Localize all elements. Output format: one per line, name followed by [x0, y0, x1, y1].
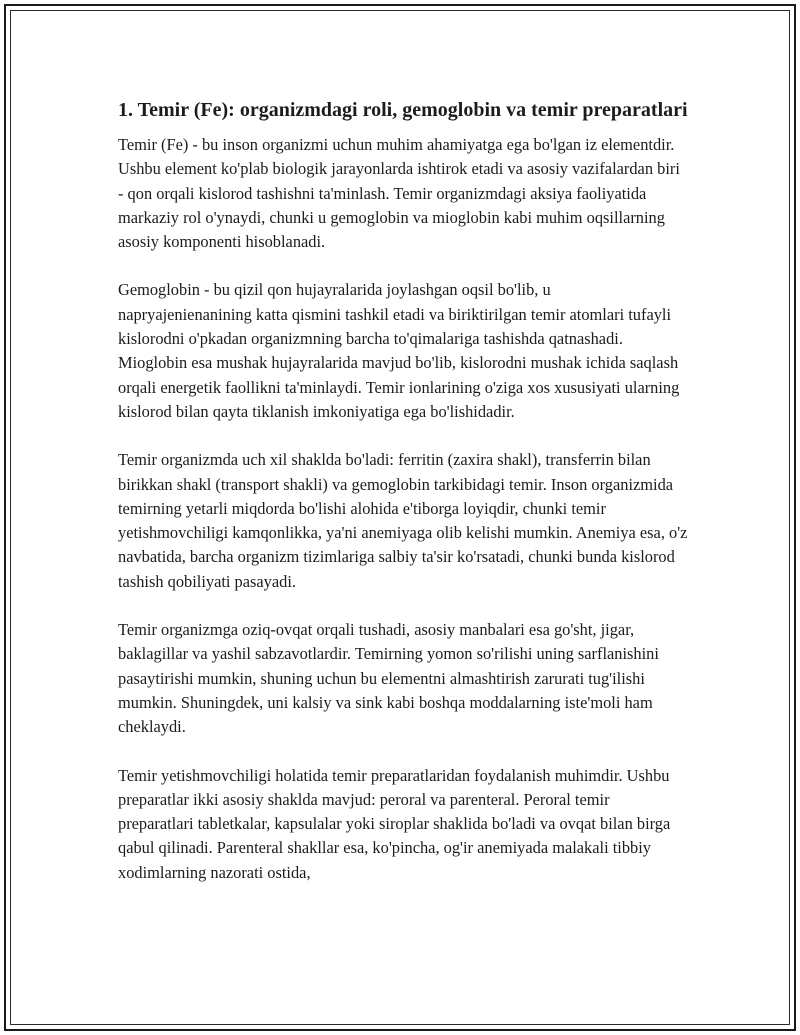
paragraph-5: Temir yetishmovchiligi holatida temir preparatlaridan foydalanish muhimdir. Ushbu preparatlar ikki asosiy shaklda mavjud: peroral va parenteral. Peroral temir preparatlari tabletkalar, kapsulalar yoki siroplar shaklida bo'ladi va ovqat bilan birga qabul qilinadi. Parenteral shakllar esa, ko'pincha, og'ir anemiyada malakali tibbiy xodimlarning nazorati ostida,	[118, 765, 671, 882]
section-title: 1. Temir (Fe): organizmdagi roli, gemoglobin va temir preparatlari	[118, 99, 688, 121]
document-body	[118, 96, 688, 909]
paragraph-4: Temir organizmga oziq-ovqat orqali tushadi, asosiy manbalari esa go'sht, jigar, baklagillar va yashil sabzavotlardir. Temirning yomon so'rilishi uning sarflanishini pasaytirishi mumkin, shuning uchun bu elementni almashtirish zarurati tug'ilishi mumkin. Shuningdek, uni kalsiy va sink kabi boshqa moddalarning iste'moli ham cheklaydi.	[118, 620, 659, 737]
paragraph-2: Gemoglobin - bu qizil qon hujayralarida joylashgan oqsil bo'lib, u napryajenienanining katta qismini tashkil etadi va biriktirilgan temir atomlari tufayli kislorodni o'pkadan organizmning barcha to'qimalariga tashishda qatnashadi. Mioglobin esa mushak hujayralarida mavjud bo'lib, kislorodni mushak ichida saqlash orqali energetik faollikni ta'minlaydi. Temir ionlarining o'ziga xos xususiyati ularning kislorod bilan qayta tiklanish imkoniyatiga ega bo'lishidadir.	[118, 280, 680, 421]
paragraph-1: Temir (Fe) - bu inson organizmi uchun muhim ahamiyatga ega bo'lgan iz elementdir. Ushbu element ko'plab biologik jarayonlarda ishtirok etadi va asosiy vazifalardan biri - qon orqali kislorod tashishni ta'minlash. Temir organizmdagi aksiya faoliyatida markaziy rol o'ynaydi, chunki u gemoglobin va mioglobin kabi muhim oqsillarning asosiy komponenti hisoblanadi.	[118, 135, 680, 252]
paragraph-3: Temir organizmda uch xil shaklda bo'ladi: ferritin (zaxira shakl), transferrin bilan birikkan shakl (transport shakli) va gemoglobin tarkibidagi temir. Inson organizmida temirning yetarli miqdorda bo'lishi alohida e'tiborga loyiqdir, chunki temir yetishmovchiligi kamqonlikka, ya'ni anemiyaga olib kelishi mumkin. Anemiya esa, o'z navbatida, barcha organizm tizimlariga salbiy ta'sir ko'rsatadi, chunki bunda kislorod tashish qobiliyati pasayadi.	[118, 450, 688, 591]
